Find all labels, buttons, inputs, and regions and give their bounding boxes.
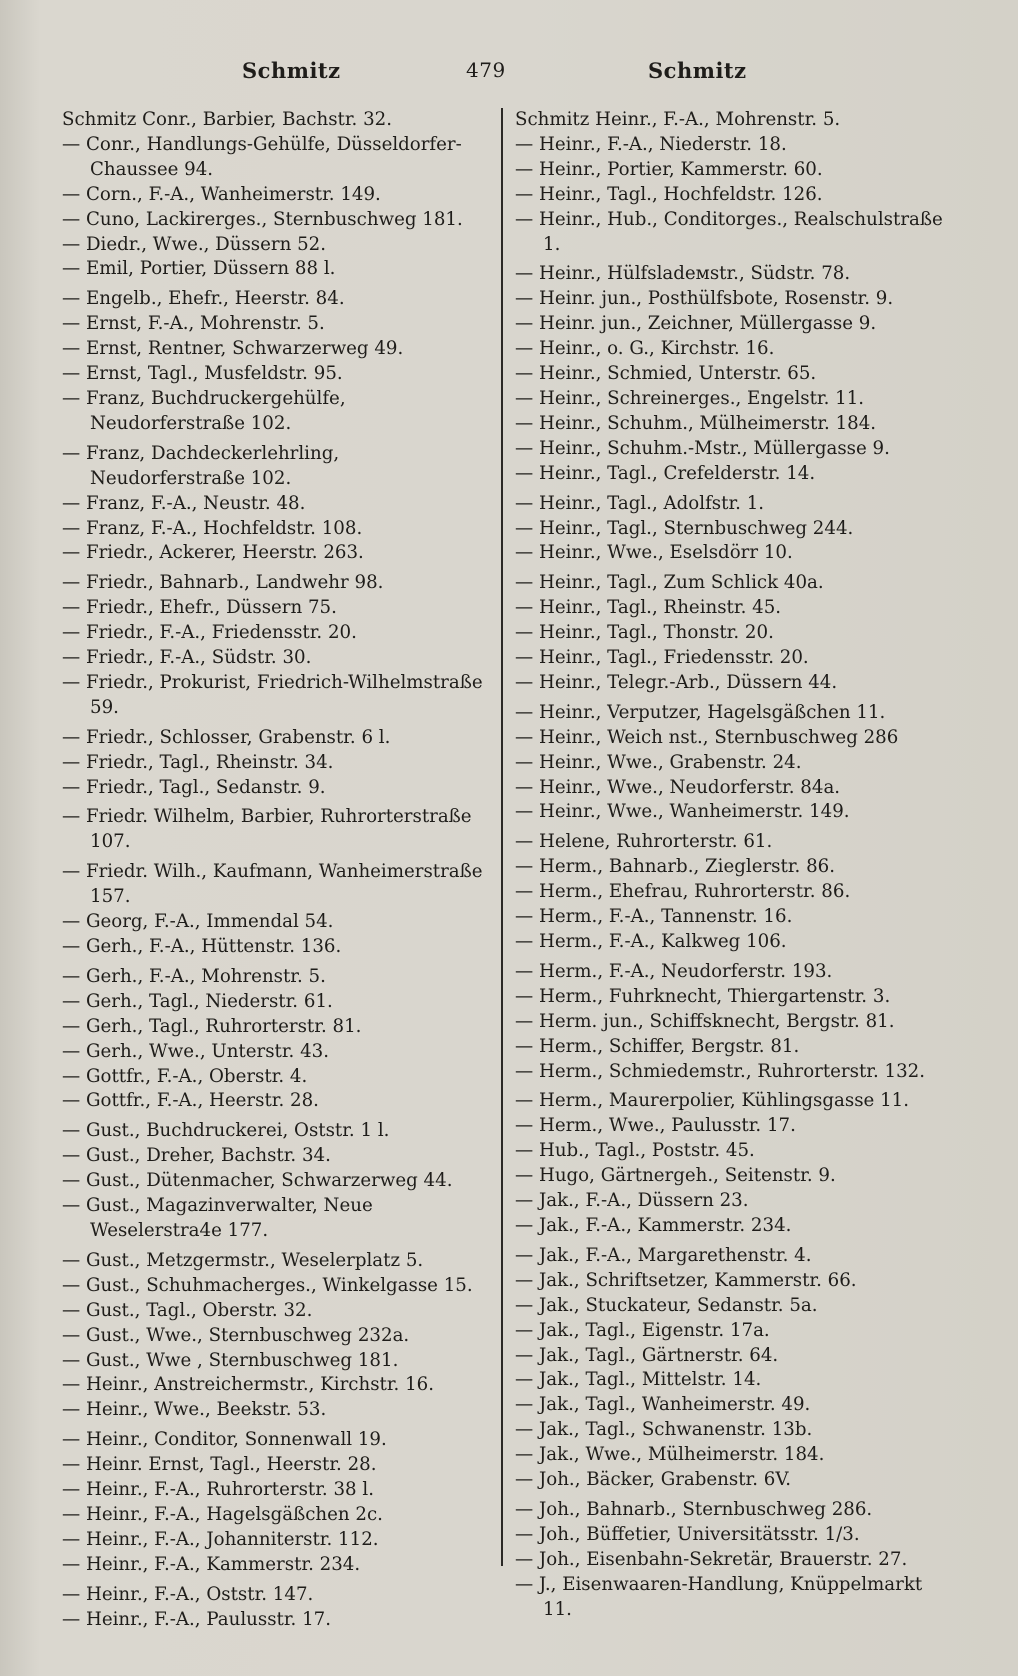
directory-entry: — Joh., Büffetier, Universitätsstr. 1/3. <box>515 1523 860 1545</box>
directory-entry: — Friedr., Prokurist, Friedrich-Wilhelmstraße 59. <box>62 671 483 718</box>
directory-entry: — Conr., Handlungs-Gehülfe, Düsseldorfer-Chaussee 94. <box>62 133 462 180</box>
directory-entry: — Friedr. Wilhelm, Barbier, Ruhrorterstraße 107. <box>62 806 472 853</box>
directory-entry: — Gerh., F.-A., Mohrenstr. 5. <box>62 965 326 987</box>
directory-entry: — Georg, F.-A., Immendal 54. <box>62 911 334 933</box>
directory-entry: — Herm., Fuhrknecht, Thiergartenstr. 3. <box>515 985 891 1007</box>
directory-entry: — Heinr., F.-A., Kammerstr. 234. <box>62 1553 361 1575</box>
directory-entry: — Franz, Dachdeckerlehrling, Neudorferstraße 102. <box>62 442 340 489</box>
directory-entry: — Jak., Tagl., Mittelstr. 14. <box>515 1369 762 1391</box>
directory-entry: — Heinr., Tagl., Rheinstr. 45. <box>515 597 782 619</box>
directory-entry: — Herm., F.-A., Kalkweg 106. <box>515 931 787 952</box>
directory-entry: — Jak., Schriftsetzer, Kammerstr. 66. <box>515 1269 857 1291</box>
directory-entry: — Friedr., Ehefr., Düssern 75. <box>62 597 337 619</box>
page-number: 479 <box>466 58 506 82</box>
directory-entry: — Heinr., o. G., Kirchstr. 16. <box>515 338 775 360</box>
directory-entry: — Heinr., Tagl., Zum Schlick 40a. <box>515 572 824 594</box>
directory-entry: — Gerh., Tagl., Niederstr. 61. <box>62 990 333 1012</box>
page-header <box>0 58 1018 88</box>
directory-entry: — Gust., Wwe., Sternbuschweg 232a. <box>62 1324 410 1346</box>
directory-entry: — Jak., Wwe., Mülheimerstr. 184. <box>515 1444 825 1466</box>
directory-entry: — Heinr., F.-A., Paulusstr. 17. <box>62 1608 332 1630</box>
directory-entry: — Jak., F.-A., Margarethenstr. 4. <box>515 1244 812 1266</box>
directory-entry: — Herm. jun., Schiffsknecht, Bergstr. 81. <box>515 1010 895 1032</box>
directory-entry: — Friedr., Schlosser, Grabenstr. 6 l. <box>62 726 391 748</box>
directory-entry: — Heinr., Portier, Kammerstr. 60. <box>515 158 823 180</box>
directory-entry: — Heinr., Tagl., Crefelderstr. 14. <box>515 462 816 484</box>
directory-entry: — Jak., F.-A., Düssern 23. <box>515 1190 749 1212</box>
directory-entry: — Gust., Buchdruckerei, Oststr. 1 l. <box>62 1120 390 1142</box>
directory-entry: — Heinr., Tagl., Hochfeldstr. 126. <box>515 183 823 205</box>
directory-entry: — Herm., Ehefrau, Ruhrorterstr. 86. <box>515 881 851 903</box>
directory-entry: — Helene, Ruhrorterstr. 61. <box>515 831 773 853</box>
directory-entry: — Corn., F.-A., Wanheimerstr. 149. <box>62 183 381 205</box>
directory-entry: — Gust., Magazinverwalter, Neue Weselerstra4e 177. <box>62 1195 373 1241</box>
directory-entry: Schmitz Heinr., F.-A., Mohrenstr. 5. <box>515 109 841 130</box>
directory-entry: — Franz, Buchdruckergehülfe, Neudorferstraße 102. <box>62 387 346 434</box>
directory-entry: — Friedr. Wilh., Kaufmann, Wanheimerstraße 157. <box>62 861 483 908</box>
directory-entry: — Gust., Schuhmacherges., Winkelgasse 15. <box>62 1274 473 1296</box>
directory-entry: — Engelb., Ehefr., Heerstr. 84. <box>62 288 345 310</box>
directory-entry: — Friedr., Bahnarb., Landwehr 98. <box>62 572 384 594</box>
directory-entry: — Heinr. jun., Posthülfsbote, Rosenstr. 9. <box>515 288 894 310</box>
directory-entry: — Heinr., Wwe., Eselsdörr 10. <box>515 542 793 564</box>
directory-entry: — Heinr., Schmied, Unterstr. 65. <box>515 363 817 385</box>
directory-entry: — Herm., Bahnarb., Zieglerstr. 86. <box>515 856 835 878</box>
directory-entry: — Gerh., Tagl., Ruhrorterstr. 81. <box>62 1015 362 1037</box>
directory-entry: — Heinr., Wwe., Grabenstr. 24. <box>515 751 802 773</box>
column-divider <box>501 108 503 1566</box>
directory-entry: — Herm., F.-A., Neudorferstr. 193. <box>515 960 833 982</box>
directory-entry: — Herm., Maurerpolier, Kühlingsgasse 11. <box>515 1090 910 1112</box>
directory-entry: — Heinr., Wwe., Beekstr. 53. <box>62 1399 327 1421</box>
directory-entry: — Friedr., F.-A., Südstr. 30. <box>62 647 312 669</box>
directory-entry: — Hub., Tagl., Poststr. 45. <box>515 1140 755 1162</box>
directory-entry: — Cuno, Lackirerges., Sternbuschweg 181. <box>62 208 463 230</box>
directory-entry: — Heinr., Weich nst., Sternbuschweg 286 <box>515 726 899 748</box>
directory-entry: — Jak., Stuckateur, Sedanstr. 5a. <box>515 1294 818 1316</box>
directory-entry: — Heinr., Schuhm., Mülheimerstr. 184. <box>515 412 877 434</box>
directory-entry: — Jak., Tagl., Gärtnerstr. 64. <box>515 1344 779 1366</box>
directory-entry: — Heinr., Hülfsladeмstr., Südstr. 78. <box>515 263 851 285</box>
directory-entry: — Gust., Dreher, Bachstr. 34. <box>62 1145 331 1167</box>
directory-entry: — Friedr., Ackerer, Heerstr. 263. <box>62 542 364 564</box>
directory-entry: — Gust., Metzgermstr., Weselerplatz 5. <box>62 1249 424 1271</box>
header-left-keyword: Schmitz <box>242 58 341 83</box>
directory-entry: — Heinr., Conditor, Sonnenwall 19. <box>62 1429 387 1451</box>
directory-entry: — Jak., Tagl., Wanheimerstr. 49. <box>515 1394 811 1416</box>
directory-entry: — Joh., Bäcker, Grabenstr. 6V. <box>515 1469 792 1491</box>
directory-entry: — Jak., Tagl., Eigenstr. 17a. <box>515 1319 770 1341</box>
directory-entry: — Heinr., Anstreichermstr., Kirchstr. 16. <box>62 1374 435 1396</box>
right-column <box>515 108 947 1622</box>
directory-entry: — Heinr., Wwe., Neudorferstr. 84a. <box>515 776 841 798</box>
directory-entry: — Hugo, Gärtnergeh., Seitenstr. 9. <box>515 1165 836 1187</box>
directory-entry: — Ernst, F.-A., Mohrenstr. 5. <box>62 313 325 335</box>
directory-entry: — Gust., Tagl., Oberstr. 32. <box>62 1299 313 1321</box>
directory-entry: — Heinr. jun., Zeichner, Müllergasse 9. <box>515 313 877 335</box>
header-right-keyword: Schmitz <box>648 58 747 83</box>
directory-entry: — Friedr., Tagl., Sedanstr. 9. <box>62 776 326 798</box>
directory-entry: — Heinr., Telegr.-Arb., Düssern 44. <box>515 671 838 693</box>
directory-entry: — Herm., F.-A., Tannenstr. 16. <box>515 906 793 928</box>
directory-entry: — J., Eisenwaaren-Handlung, Knüppelmarkt 11. <box>515 1573 923 1620</box>
directory-entry: — Heinr., Tagl., Thonstr. 20. <box>515 622 774 644</box>
directory-entry: — Franz, F.-A., Neustr. 48. <box>62 492 306 514</box>
directory-entry: — Jak., Tagl., Schwanenstr. 13b. <box>515 1419 813 1441</box>
directory-entry: — Gust., Wwe , Sternbuschweg 181. <box>62 1349 399 1371</box>
directory-entry: — Friedr., F.-A., Friedensstr. 20. <box>62 622 357 644</box>
directory-entry: — Ernst, Rentner, Schwarzerweg 49. <box>62 338 404 360</box>
directory-entry: — Heinr., F.-A., Hagelsgäßchen 2c. <box>62 1503 383 1525</box>
directory-entry: — Heinr., Verputzer, Hagelsgäßchen 11. <box>515 701 886 723</box>
directory-entry: — Herm., Schiffer, Bergstr. 81. <box>515 1035 800 1057</box>
directory-entry: — Heinr., Tagl., Sternbuschweg 244. <box>515 517 854 539</box>
directory-entry: — Herm., Schmiedemstr., Ruhrorterstr. 132. <box>515 1060 926 1082</box>
directory-entry: — Joh., Eisenbahn-Sekretär, Brauerstr. 27. <box>515 1548 908 1570</box>
directory-entry: — Heinr., F.-A., Niederstr. 18. <box>515 133 787 155</box>
directory-entry: — Heinr., F.-A., Ruhrorterstr. 38 l. <box>62 1479 374 1501</box>
directory-entry: — Heinr., F.-A., Oststr. 147. <box>62 1583 314 1605</box>
directory-entry: — Heinr., F.-A., Johanniterstr. 112. <box>62 1528 379 1550</box>
directory-entry: — Heinr., Wwe., Wanheimerstr. 149. <box>515 801 850 823</box>
directory-entry: — Heinr., Schuhm.-Mstr., Müllergasse 9. <box>515 437 890 459</box>
directory-entry: — Emil, Portier, Düssern 88 l. <box>62 258 336 280</box>
directory-entry: — Herm., Wwe., Paulusstr. 17. <box>515 1115 796 1137</box>
directory-entry: — Gerh., Wwe., Unterstr. 43. <box>62 1040 330 1062</box>
directory-entry: — Gerh., F.-A., Hüttenstr. 136. <box>62 936 342 957</box>
directory-entry: — Ernst, Tagl., Musfeldstr. 95. <box>62 363 343 385</box>
directory-entry: — Gottfr., F.-A., Oberstr. 4. <box>62 1065 308 1087</box>
directory-entry: Schmitz Conr., Barbier, Bachstr. 32. <box>62 109 393 130</box>
directory-entry: — Gottfr., F.-A., Heerstr. 28. <box>62 1090 319 1112</box>
directory-entry: — Heinr., Tagl., Adolfstr. 1. <box>515 492 765 514</box>
directory-entry: — Joh., Bahnarb., Sternbuschweg 286. <box>515 1498 873 1520</box>
directory-entry: — Heinr., Tagl., Friedensstr. 20. <box>515 647 809 669</box>
directory-entry: — Heinr., Schreinerges., Engelstr. 11. <box>515 387 865 409</box>
directory-entry: — Diedr., Wwe., Düssern 52. <box>62 233 327 255</box>
directory-entry: — Friedr., Tagl., Rheinstr. 34. <box>62 751 334 773</box>
left-column <box>62 108 492 1632</box>
directory-entry: — Heinr. Ernst, Tagl., Heerstr. 28. <box>62 1454 377 1476</box>
directory-entry: — Franz, F.-A., Hochfeldstr. 108. <box>62 517 363 539</box>
directory-entry: — Jak., F.-A., Kammerstr. 234. <box>515 1214 792 1236</box>
directory-entry: — Gust., Dütenmacher, Schwarzerweg 44. <box>62 1170 453 1192</box>
directory-entry: — Heinr., Hub., Conditorges., Realschulstraße 1. <box>515 208 943 255</box>
